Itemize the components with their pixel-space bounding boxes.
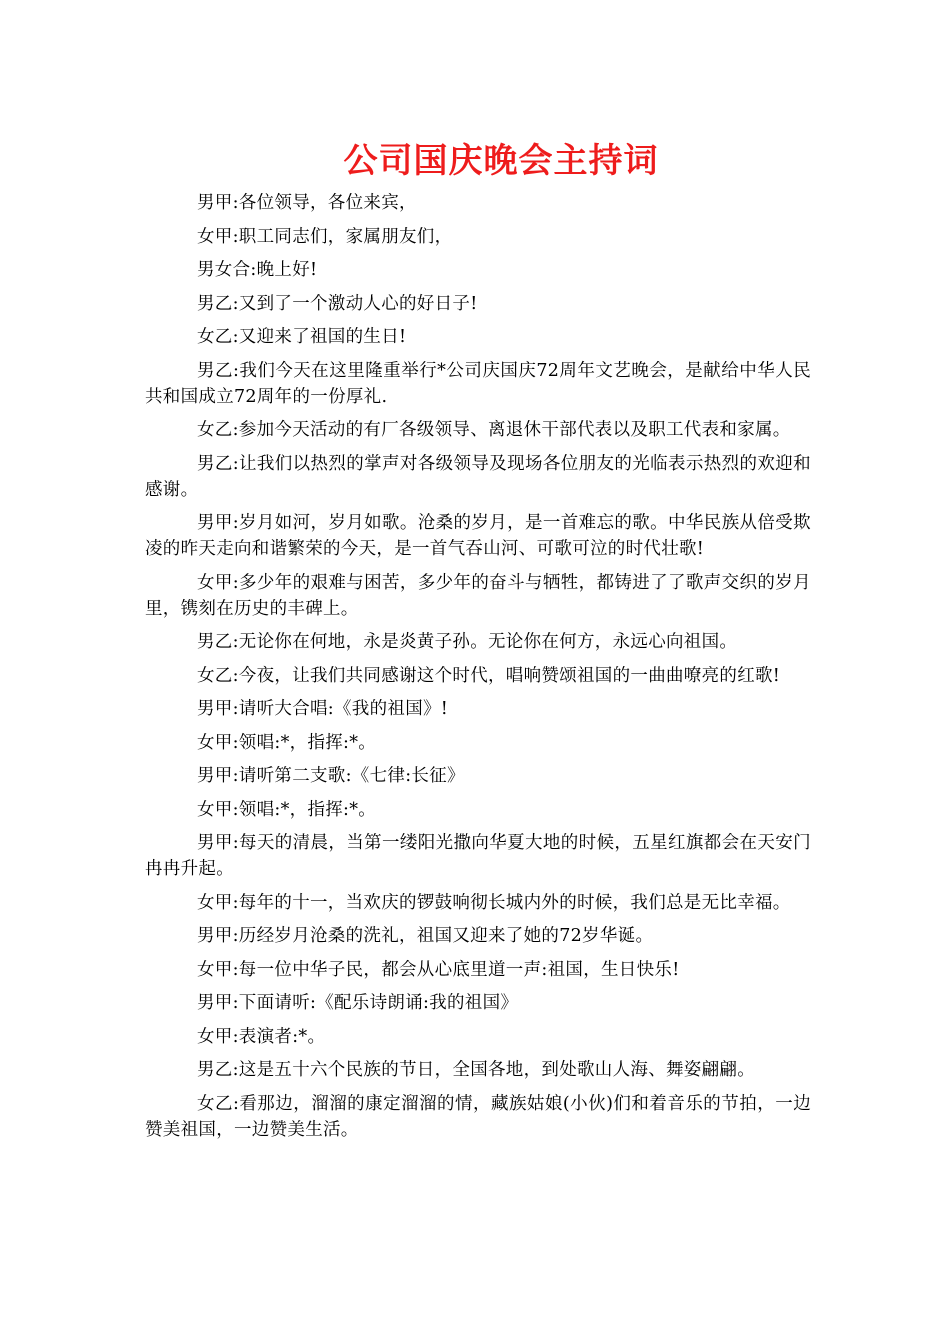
paragraph: 男乙:无论你在何地，永是炎黄子孙。无论你在何方，永远心向祖国。 bbox=[197, 632, 738, 652]
paragraph: 女甲:每一位中华子民，都会从心底里道一声:祖国，生日快乐! bbox=[197, 959, 680, 980]
paragraph: 女甲:领唱:*，指挥:*。 bbox=[197, 732, 377, 753]
paragraph: 男乙:又到了一个激动人心的好日子! bbox=[197, 293, 478, 314]
paragraph: 男甲:历经岁月沧桑的洗礼，祖国又迎来了她的72岁华诞。 bbox=[197, 926, 654, 946]
paragraph: 男甲:请听第二支歌:《七律:长征》 bbox=[197, 766, 465, 786]
paragraph: 女甲:每年的十一，当欢庆的锣鼓响彻长城内外的时候，我们总是无比幸福。 bbox=[197, 892, 791, 913]
paragraph: 女乙:参加今天活动的有厂各级领导、离退休干部代表以及职工代表和家属。 bbox=[197, 420, 791, 440]
paragraph: 男乙:这是五十六个民族的节日，全国各地，到处歌山人海、舞姿翩翩。 bbox=[197, 1060, 755, 1080]
document-body bbox=[145, 190, 811, 1150]
paragraph: 女甲:多少年的艰难与困苦，多少年的奋斗与牺牲，都铸进了了歌声交织的岁月里，镌刻在历史的丰碑上。 bbox=[145, 572, 811, 619]
paragraph: 男乙:让我们以热烈的掌声对各级领导及现场各位朋友的光临表示热烈的欢迎和感谢。 bbox=[145, 453, 811, 500]
paragraph: 女乙:看那边，溜溜的康定溜溜的情，藏族姑娘(小伙)们和着音乐的节拍，一边赞美祖国，一边赞美生活。 bbox=[145, 1093, 811, 1140]
paragraph: 男女合:晚上好! bbox=[197, 260, 318, 280]
paragraph: 女乙:今夜，让我们共同感谢这个时代，唱响赞颂祖国的一曲曲嘹亮的红歌! bbox=[197, 665, 781, 686]
paragraph: 女甲:职工同志们，家属朋友们， bbox=[197, 226, 453, 247]
paragraph: 男甲:下面请听:《配乐诗朗诵:我的祖国》 bbox=[197, 993, 519, 1013]
paragraph: 男甲:每天的清晨，当第一缕阳光撒向华夏大地的时候，五星红旗都会在天安门冉冉升起。 bbox=[145, 833, 811, 879]
paragraph: 男甲:各位领导，各位来宾， bbox=[197, 193, 417, 213]
paragraph: 女甲:表演者:*。 bbox=[197, 1026, 326, 1047]
paragraph: 女甲:领唱:*，指挥:*。 bbox=[197, 799, 377, 820]
paragraph: 男甲:请听大合唱:《我的祖国》! bbox=[197, 699, 449, 719]
paragraph: 男甲:岁月如河，岁月如歌。沧桑的岁月，是一首难忘的歌。中华民族从倍受欺凌的昨天走向和谐繁荣的今天，是一首气吞山河、可歌可泣的时代壮歌! bbox=[145, 513, 811, 559]
paragraph: 女乙:又迎来了祖国的生日! bbox=[197, 327, 407, 347]
document-title: 公司国庆晚会主持词 bbox=[343, 141, 659, 181]
paragraph: 男乙:我们今天在这里隆重举行*公司庆国庆72周年文艺晚会，是献给中华人民共和国成立72周年的一份厚礼. bbox=[145, 360, 811, 407]
